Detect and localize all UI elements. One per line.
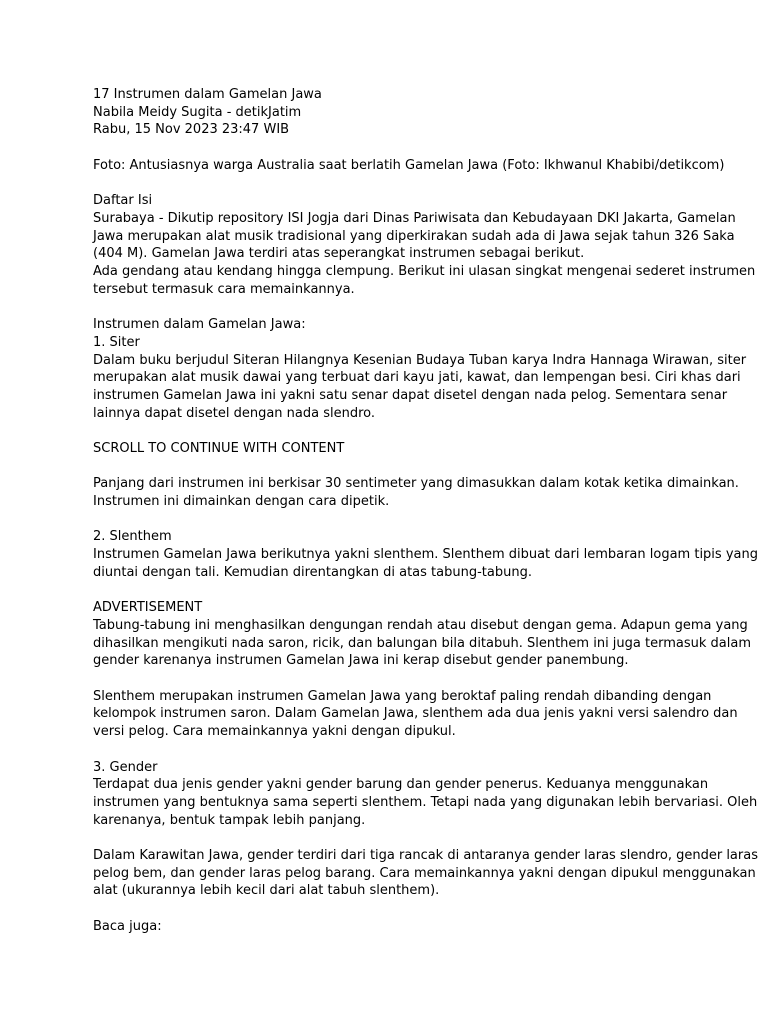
siter-paragraph [93,352,747,423]
siter-heading: 1. Siter [93,334,140,350]
spacer [93,139,683,157]
section-heading: Instrumen dalam Gamelan Jawa: [93,317,306,333]
spacer [93,741,683,759]
spacer [93,511,683,529]
spacer [93,458,683,476]
text-line: Dalam buku berjudul Siteran Hilangnya Kesenian Budaya Tuban karya Indra Hannaga Wirawan, siter [93,352,747,368]
text-line: gender karenanya instrumen Gamelan Jawa ini kerap disebut gender panembung. [93,653,629,669]
slenthem-heading: 2. Slenthem [93,529,172,545]
text-line: alat (ukurannya lebih kecil dari alat tabuh slenthem). [93,883,440,899]
text-line: Surabaya - Dikutip repository ISI Jogja dari Dinas Pariwisata dan Kebudayaan DKI Jakarta, Gamelan [93,210,736,226]
text-line: Instrumen ini dimainkan dengan cara dipetik. [93,494,390,510]
spacer [93,422,683,440]
photo-caption: Foto: Antusiasnya warga Australia saat berlatih Gamelan Jawa (Foto: Ikhwanul Khabibi/detikcom) [93,157,725,173]
text-line: versi pelog. Cara memainkannya yakni dengan dipukul. [93,724,456,740]
text-line: Jawa merupakan alat musik tradisional yang diperkirakan sudah ada di Jawa sejak tahun 326 Saka [93,228,735,244]
text-line: Ada gendang atau kendang hingga clempung. Berikut ini ulasan singkat mengenai sederet instrumen [93,264,756,279]
text-line: Dalam Karawitan Jawa, gender terdiri dari tiga rancak di antaranya gender laras slendro, gender laras [93,848,758,864]
slenthem-paragraph [93,546,758,581]
text-line: Slenthem merupakan instrumen Gamelan Jawa yang beroktaf paling rendah dibanding dengan [93,688,712,704]
gender-paragraph-2 [93,847,758,900]
text-line: instrumen Gamelan Jawa ini yakni satu senar dapat disetel dengan nada pelog. Sementara senar [93,387,728,403]
read-also-label: Baca juga: [93,918,162,934]
gender-heading: 3. Gender [93,759,158,775]
spacer [93,298,683,316]
text-line: Instrumen Gamelan Jawa berikutnya yakni slenthem. Slenthem dibuat dari lembaran logam tipis yang [93,547,758,563]
advertisement-label: ADVERTISEMENT [93,600,203,616]
text-line: pelog bem, dan gender laras pelog barang. Cara memainkannya yakni dengan dipukul menggunakan [93,865,756,881]
article-author: Nabila Meidy Sugita - detikJatim [93,104,302,120]
text-line: Panjang dari instrumen ini berkisar 30 sentimeter yang dimasukkan dalam kotak ketika dimainkan. [93,476,739,492]
slenthem-paragraph-2 [93,617,751,670]
siter-paragraph-2 [93,475,739,510]
slenthem-paragraph-3 [93,688,738,741]
spacer [93,829,683,847]
article-date: Rabu, 15 Nov 2023 23:47 WIB [93,122,290,138]
spacer [93,900,683,918]
text-line: karenanya, bentuk tampak lebih panjang. [93,812,366,828]
text-line: dihasilkan mengikuti nada saron, ricik, dan balungan bila ditabuh. Slenthem ini juga termasuk dalam [93,635,751,651]
text-line: merupakan alat musik dawai yang terbuat dari kayu jati, kawat, dan lempengan besi. Ciri khas dari [93,370,741,386]
spacer [93,670,683,688]
gender-paragraph [93,776,758,829]
text-line: instrumen yang bentuknya sama seperti slenthem. Tetapi nada yang digunakan lebih bervariasi. Oleh [93,794,758,810]
text-line: Terdapat dua jenis gender yakni gender barung dan gender penerus. Keduanya menggunakan [93,777,709,793]
spacer [93,175,683,193]
text-line: tersebut termasuk cara memainkannya. [93,281,355,297]
text-line: lainnya dapat disetel dengan nada slendro. [93,405,376,421]
scroll-notice: SCROLL TO CONTINUE WITH CONTENT [93,441,345,456]
spacer [93,582,683,600]
table-of-contents-label[interactable]: Daftar Isi [93,193,153,209]
intro-paragraph [93,210,756,299]
article-title: 17 Instrumen dalam Gamelan Jawa [93,87,322,102]
article-page [93,86,758,936]
text-line: kelompok instrumen saron. Dalam Gamelan Jawa, slenthem ada dua jenis yakni versi salendro dan [93,706,738,722]
text-line: (404 M). Gamelan Jawa terdiri atas seperangkat instrumen sebagai berikut. [93,246,585,262]
text-line: Tabung-tabung ini menghasilkan dengungan rendah atau disebut dengan gema. Adapun gema yang [93,617,748,633]
text-line: diuntai dengan tali. Kemudian direntangkan di atas tabung-tabung. [93,564,532,580]
